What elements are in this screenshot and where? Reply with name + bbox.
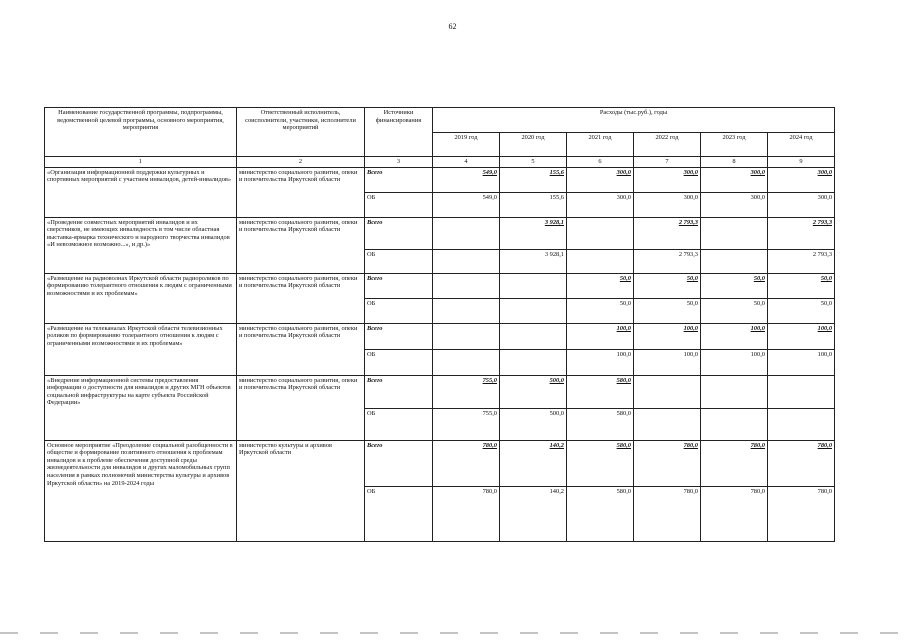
activity-name: «Размещение на радиоволнах Иркутской области радиороликов по формированию толерантного отношения к людям с ограниченными возможностями и их проблемам» [45,273,237,323]
total-value: 300,0 [567,167,634,192]
source-ob-label: ОБ [365,349,433,375]
total-value: 50,0 [634,273,701,298]
activity-executor: министерство социального развития, опеки и попечительства Иркутской области [237,217,365,273]
header-funding-source: Источники финансирования [365,108,433,157]
source-total-label: Всего [365,440,433,486]
ob-value: 500,0 [500,408,567,440]
ob-value [433,298,500,323]
total-value: 100,0 [634,323,701,349]
header-expenses: Расходы (тыс.руб.), годы [433,108,835,133]
source-total-label: Всего [365,375,433,408]
ob-value: 155,6 [500,192,567,217]
activity-executor: министерство социального развития, опеки и попечительства Иркутской области [237,167,365,217]
ob-value: 300,0 [567,192,634,217]
total-value [634,375,701,408]
total-value: 100,0 [701,323,768,349]
source-total-label: Всего [365,167,433,192]
header-executor: Ответственный исполнитель, соисполнители, участники, исполнители мероприятий [237,108,365,157]
ob-value: 100,0 [701,349,768,375]
total-value: 3 928,1 [500,217,567,249]
total-value: 300,0 [634,167,701,192]
total-value [567,217,634,249]
ob-value: 300,0 [768,192,835,217]
expenses-table [44,107,835,542]
total-value: 155,6 [500,167,567,192]
ob-value: 580,0 [567,486,634,541]
ob-value [433,349,500,375]
ob-value: 140,2 [500,486,567,541]
activity-executor: министерство социального развития, опеки и попечительства Иркутской области [237,323,365,375]
total-value: 2 793,3 [768,217,835,249]
source-ob-label: ОБ [365,486,433,541]
source-ob-label: ОБ [365,298,433,323]
source-total-label: Всего [365,273,433,298]
total-value [701,375,768,408]
ob-value: 50,0 [701,298,768,323]
activity-executor: министерство культуры и архивов Иркутской области [237,440,365,541]
header-year: 2022 год [634,133,701,157]
total-value [500,273,567,298]
header-year: 2020 год [500,133,567,157]
total-value: 50,0 [768,273,835,298]
ob-value: 780,0 [701,486,768,541]
column-number: 6 [567,157,634,168]
total-value: 50,0 [701,273,768,298]
header-year: 2021 год [567,133,634,157]
column-number: 7 [634,157,701,168]
ob-value: 3 928,1 [500,249,567,273]
column-number: 3 [365,157,433,168]
total-value: 2 793,3 [634,217,701,249]
ob-value [701,249,768,273]
ob-value: 50,0 [634,298,701,323]
total-value [433,323,500,349]
total-value [433,217,500,249]
total-value: 549,0 [433,167,500,192]
ob-value [768,408,835,440]
column-number: 2 [237,157,365,168]
ob-value: 100,0 [634,349,701,375]
activity-executor: министерство социального развития, опеки и попечительства Иркутской области [237,273,365,323]
source-ob-label: ОБ [365,408,433,440]
ob-value: 2 793,3 [634,249,701,273]
total-value: 780,0 [768,440,835,486]
column-number: 4 [433,157,500,168]
column-number: 9 [768,157,835,168]
header-year: 2023 год [701,133,768,157]
ob-value: 755,0 [433,408,500,440]
total-value: 100,0 [567,323,634,349]
total-value: 50,0 [567,273,634,298]
scan-artifact-line [0,632,905,634]
header-program-name: Наименование государственной программы, подпрограммы, ведомственной целевой программы, основного мероприятия, мероприятия [45,108,237,157]
ob-value: 780,0 [768,486,835,541]
ob-value: 780,0 [634,486,701,541]
ob-value: 580,0 [567,408,634,440]
ob-value: 50,0 [567,298,634,323]
total-value [701,217,768,249]
ob-value [500,298,567,323]
total-value [500,323,567,349]
source-total-label: Всего [365,323,433,349]
activity-name: «Внедрение информационной системы предоставления информации о доступности для инвалидов и других МГН объектов социальной инфраструктуры на карте субъекта Российской Федерации» [45,375,237,440]
page-number: 62 [448,22,457,31]
activity-name: «Организация информационной поддержки культурных и спортивных мероприятий с участием инвалидов, детей-инвалидов» [45,167,237,217]
total-value: 755,0 [433,375,500,408]
ob-value: 300,0 [634,192,701,217]
total-value [433,273,500,298]
total-value: 580,0 [567,375,634,408]
column-number: 8 [701,157,768,168]
ob-value: 2 793,3 [768,249,835,273]
column-number: 1 [45,157,237,168]
total-value: 300,0 [768,167,835,192]
ob-value [634,408,701,440]
total-value: 300,0 [701,167,768,192]
column-number: 5 [500,157,567,168]
header-year: 2024 год [768,133,835,157]
ob-value [433,249,500,273]
ob-value [567,249,634,273]
ob-value: 549,0 [433,192,500,217]
ob-value [500,349,567,375]
activity-executor: министерство социального развития, опеки и попечительства Иркутской области [237,375,365,440]
total-value [768,375,835,408]
activity-name: «Размещение на телеканалах Иркутской области телевизионных роликов по формированию толерантного отношения к людям с ограниченными возможностями и их проблемам» [45,323,237,375]
ob-value: 100,0 [567,349,634,375]
ob-value: 300,0 [701,192,768,217]
ob-value: 100,0 [768,349,835,375]
ob-value: 780,0 [433,486,500,541]
ob-value: 50,0 [768,298,835,323]
total-value: 580,0 [567,440,634,486]
activity-name: Основное мероприятие «Преодоление социальной разобщенности в обществе и формирование позитивного отношения к проблемам инвалидов и к проблеме обеспечения доступной среды жизнедеятельности для инвалидов и других маломобильных групп населения в рамках полномочий министерства культуры и архивов Иркутской области» на 2019-2024 годы [45,440,237,541]
total-value: 780,0 [433,440,500,486]
total-value: 140,2 [500,440,567,486]
source-ob-label: ОБ [365,192,433,217]
source-ob-label: ОБ [365,249,433,273]
activity-name: «Проведение совместных мероприятий инвалидов и их сверстников, не имеющих инвалидность в том числе областная выставка-ярмарка технического и народного творчества инвалидов «И невозможное возможно...», и др.)» [45,217,237,273]
total-value: 780,0 [634,440,701,486]
header-year: 2019 год [433,133,500,157]
total-value: 500,0 [500,375,567,408]
total-value: 100,0 [768,323,835,349]
ob-value [701,408,768,440]
total-value: 780,0 [701,440,768,486]
source-total-label: Всего [365,217,433,249]
